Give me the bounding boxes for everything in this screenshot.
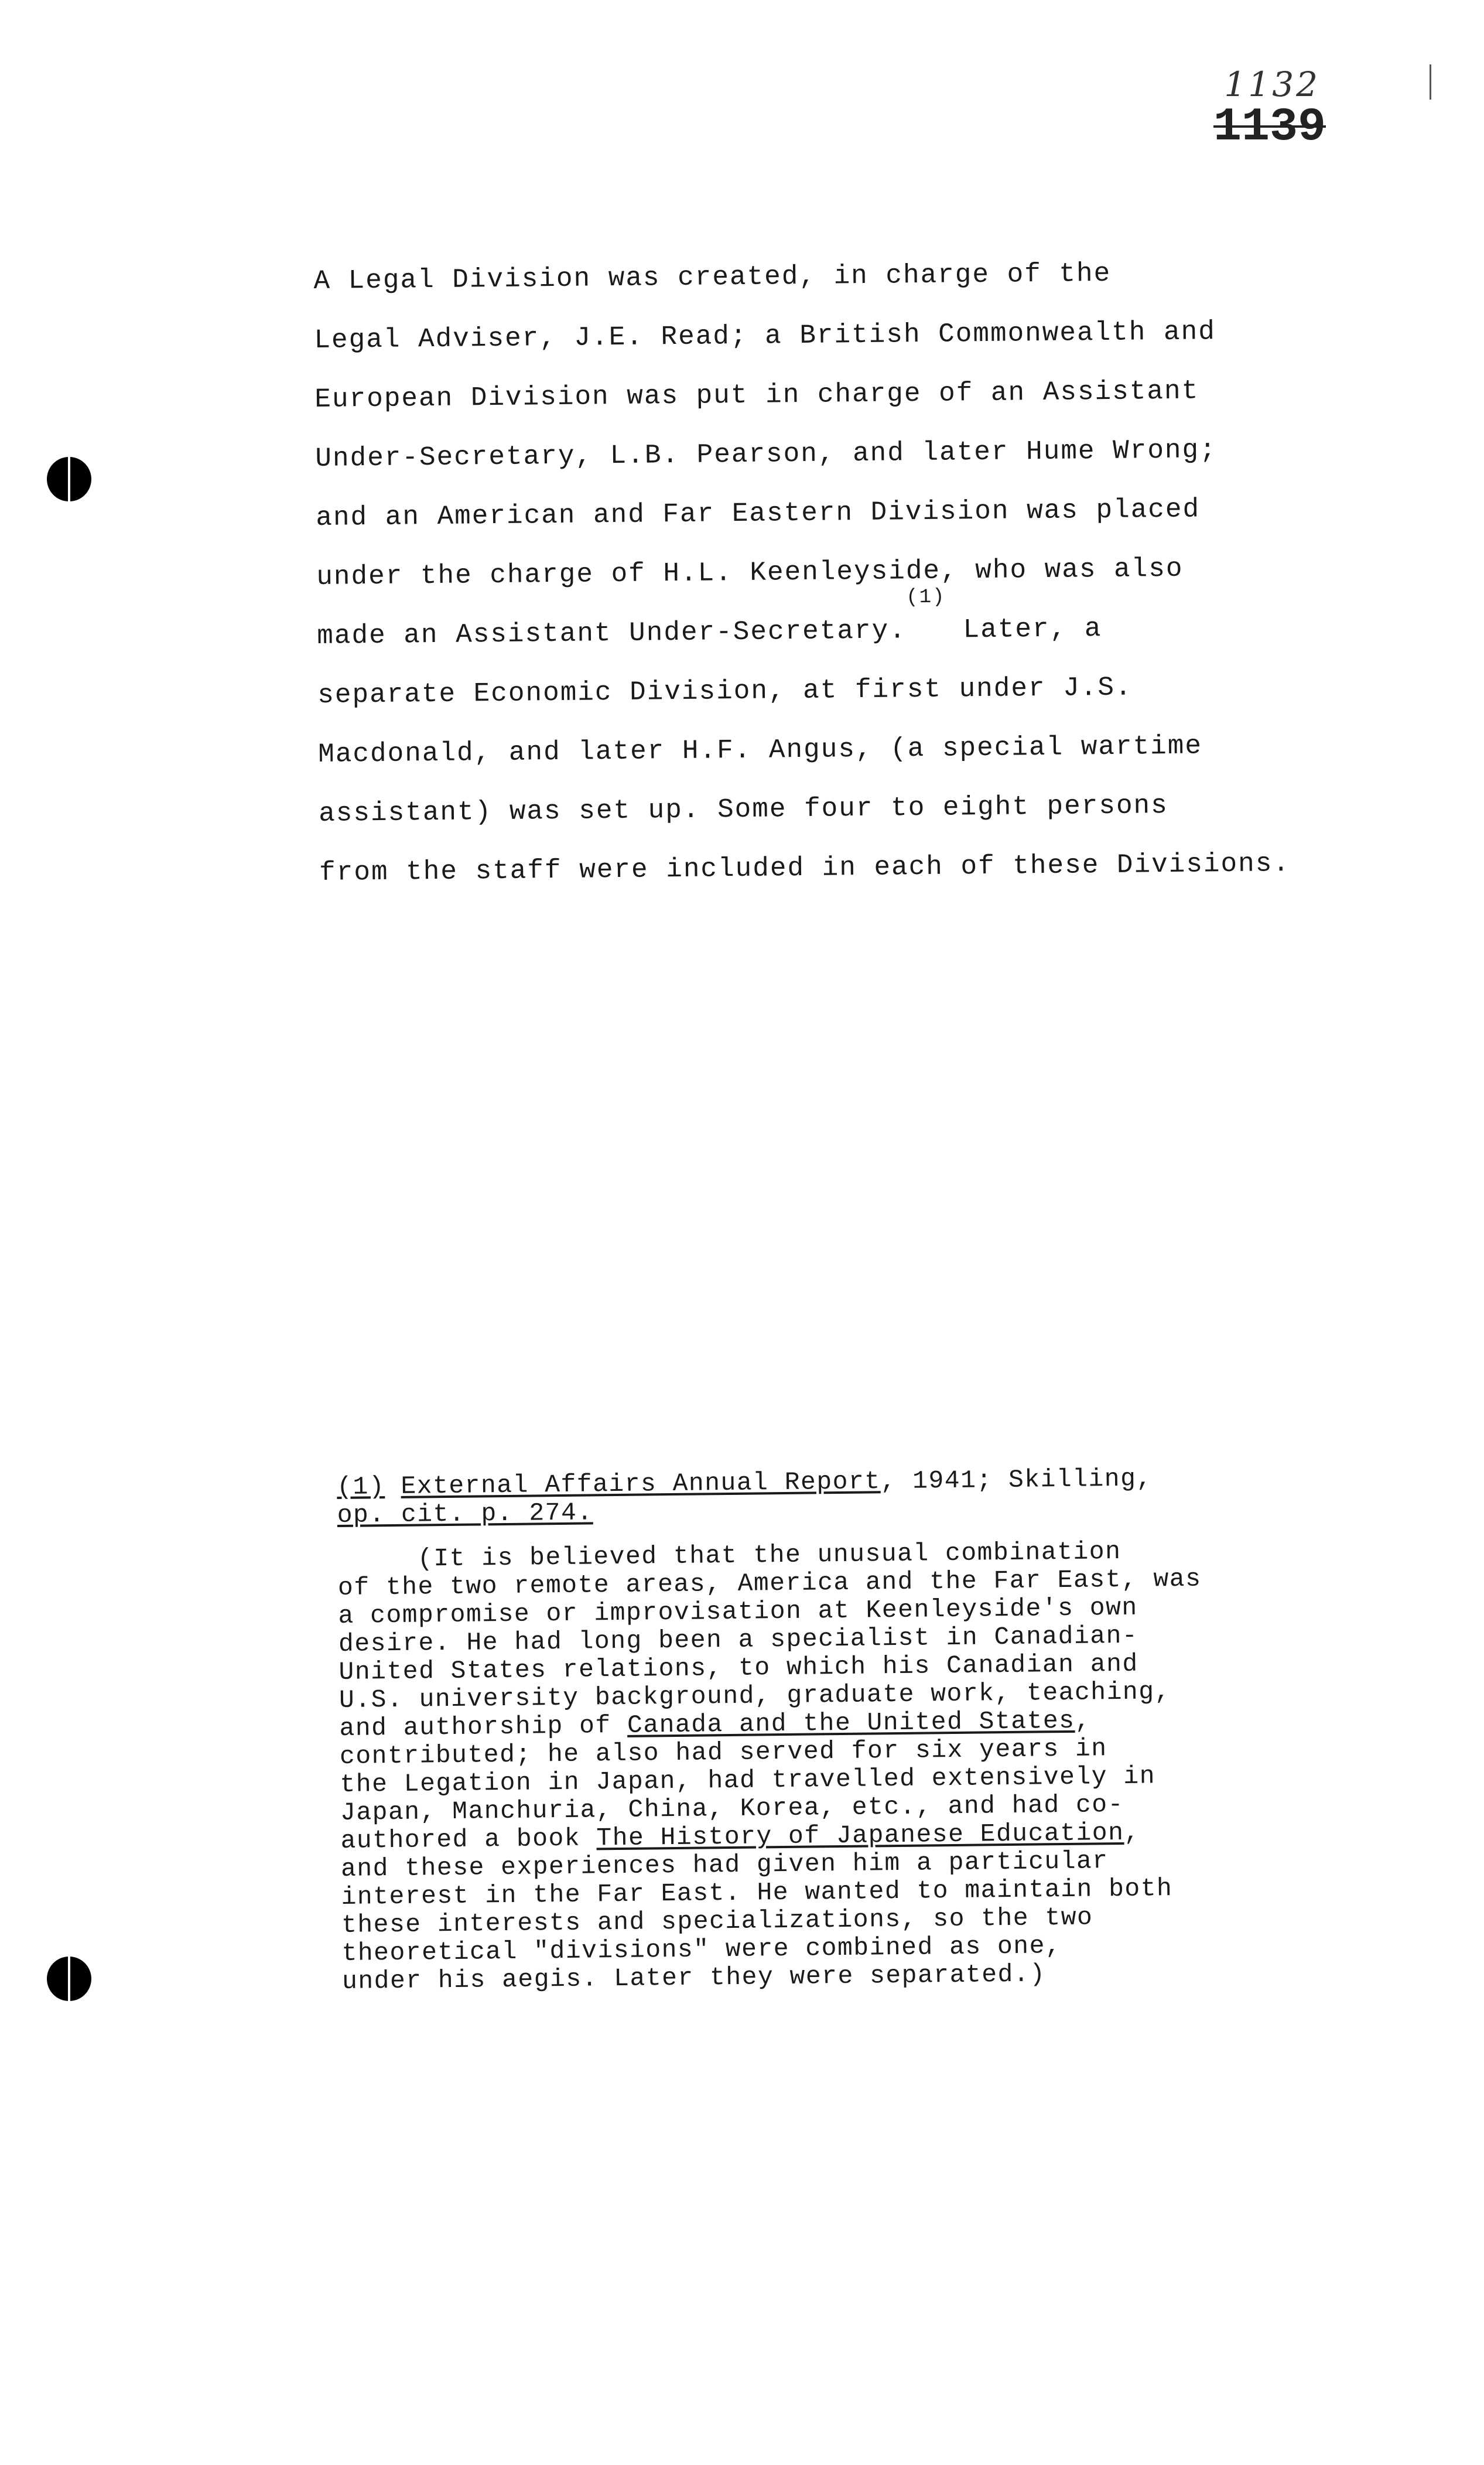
body-line-text: made an Assistant Under-Secretary. <box>317 615 907 651</box>
footnote-marker: (1) <box>336 1472 385 1501</box>
footnote-line: these interests and specializations, so the two <box>341 1903 1093 1940</box>
book-title-tail: , <box>1124 1818 1140 1847</box>
page-number-block <box>1213 64 1326 154</box>
body-line: under the charge of H.L. Keenleyside, who was also <box>316 553 1184 592</box>
margin-mark <box>1430 64 1431 100</box>
handwritten-page-number: 1132 <box>1224 64 1320 104</box>
book-title-canada-us: Canada and the United States <box>627 1706 1075 1740</box>
body-line: Under-Secretary, L.B. Pearson, and later Hume Wrong; <box>315 435 1218 474</box>
footnote-line: and these experiences had given him a particular <box>340 1846 1109 1883</box>
body-line-tail: Later, a <box>945 613 1102 646</box>
footnote-line: United States relations, to which his Canadian and <box>338 1649 1138 1686</box>
body-paragraph <box>313 242 1374 903</box>
body-line: from the staff were included in each of these Divisions. <box>319 848 1291 888</box>
body-line: European Division was put in charge of an Assistant <box>314 375 1199 415</box>
footnote-line-text: and authorship of <box>339 1711 628 1743</box>
body-line: and an American and Far Eastern Division was placed <box>316 494 1201 533</box>
footnote-line: theoretical "divisions" were combined as one, <box>341 1931 1062 1968</box>
book-title-tail: , <box>1075 1706 1092 1735</box>
body-line: Macdonald, and later H.F. Angus, (a special wartime <box>317 730 1203 770</box>
book-title-japanese-education: The History of Japanese Education <box>596 1818 1124 1853</box>
footnote-line: under his aegis. Later they were separated.) <box>341 1959 1046 1996</box>
footnote-line: U.S. university background, graduate work, teaching, <box>338 1677 1171 1715</box>
footnote-line: a compromise or improvisation at Keenleyside's own <box>338 1593 1138 1630</box>
footnote-line: desire. He had long been a specialist in Canadian- <box>338 1621 1138 1658</box>
footnote-source-rest: , 1941; Skilling, <box>880 1464 1153 1496</box>
body-line <box>317 586 1372 666</box>
footnote-line: Japan, Manchuria, China, Korea, etc., and had co- <box>340 1790 1124 1827</box>
footnote-source-title: External Affairs Annual Report <box>401 1467 881 1501</box>
body-line: Legal Adviser, J.E. Read; a British Commonwealth and <box>314 316 1216 356</box>
footnote-line-text: authored a book <box>340 1824 597 1855</box>
footnote <box>337 1462 1396 1996</box>
footnote-reference: (1) <box>906 586 946 609</box>
footnote-line: contributed; he also had served for six years in <box>339 1734 1107 1771</box>
struck-page-number: 1139 <box>1213 101 1326 154</box>
footnote-line: (It is believed that the unusual combination <box>337 1537 1121 1574</box>
footnote-line: of the two remote areas, America and the Far East, was <box>337 1564 1202 1602</box>
footnote-citation-line-2: op. cit. p. 274. <box>337 1498 593 1529</box>
body-line: separate Economic Division, at first under J.S. <box>317 672 1133 711</box>
body-line: A Legal Division was created, in charge of the <box>313 258 1112 296</box>
body-line: assistant) was set up. Some four to eight persons <box>318 790 1169 829</box>
binder-hole-top <box>47 457 91 501</box>
footnote-line: interest in the Far East. He wanted to maintain both <box>341 1874 1173 1911</box>
binder-hole-bottom <box>47 1957 91 2001</box>
footnote-line: the Legation in Japan, had travelled extensively in <box>340 1761 1156 1799</box>
